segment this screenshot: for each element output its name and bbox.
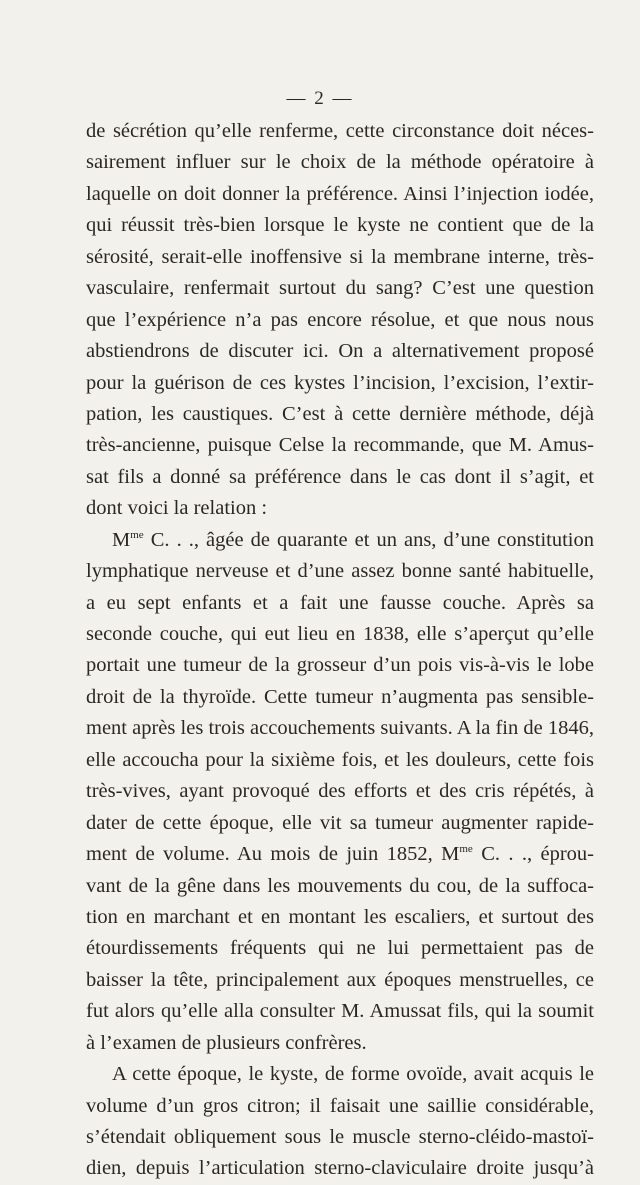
text-line: A cette époque, le kyste, de forme ovoïde, avait acquis le xyxy=(112,1063,594,1086)
text-segment: ment de volume. Au mois de juin 1852, M xyxy=(86,843,460,866)
text-line: que l’expérience n’a pas encore résolue, et que nous nous xyxy=(86,308,594,331)
text-line: seconde couche, qui eut lieu en 1838, elle s’aperçut qu’elle xyxy=(86,623,594,645)
text-line: elle accoucha pour la sixième fois, et les douleurs, cette fois xyxy=(86,748,594,771)
text-line: droit de la thyroïde. Cette tumeur n’augmenta pas sensible- xyxy=(86,685,594,708)
text-line: lymphatique nerveuse et d’une assez bonne santé habituelle, xyxy=(86,560,594,583)
body-text xyxy=(86,116,594,1185)
text-line: dien, depuis l’articulation sterno-claviculaire droite jusqu’à xyxy=(86,1157,594,1180)
text-line xyxy=(86,525,594,556)
text-line: sérosité, serait-elle inoffensive si la membrane interne, très- xyxy=(86,245,594,268)
text-line: pour la guérison de ces kystes l’incision, l’excision, l’extir- xyxy=(86,371,594,394)
text-line: vasculaire, renfermait surtout du sang? C’est une question xyxy=(86,277,594,300)
text-line: abstiendrons de discuter ici. On a alternativement proposé xyxy=(86,340,594,363)
text-line: sairement influer sur le choix de la méthode opératoire à xyxy=(86,151,594,174)
text-line: dater de cette époque, elle vit sa tumeur augmenter rapide- xyxy=(86,811,594,834)
text-line: fut alors qu’elle alla consulter M. Amussat fils, qui la soumit xyxy=(86,1000,594,1023)
text-line: a eu sept enfants et a fait une fausse couche. Après sa xyxy=(86,591,594,614)
text-line: qui réussit très-bien lorsque le kyste ne contient que de la xyxy=(86,214,594,237)
text-line: pation, les caustiques. C’est à cette dernière méthode, déjà xyxy=(86,402,594,425)
text-line: dont voici la relation : xyxy=(86,497,268,520)
text-line: à l’examen de plusieurs confrères. xyxy=(86,1031,367,1054)
superscript: me xyxy=(130,528,144,541)
text-line: très-ancienne, puisque Celse la recommande, que M. Amus- xyxy=(86,434,594,457)
text-line: de sécrétion qu’elle renferme, cette circonstance doit néces- xyxy=(86,120,594,142)
text-line: volume d’un gros citron; il faisait une saillie considérable, xyxy=(86,1094,594,1117)
text-line: très-vives, ayant provoqué des efforts et des cris répétés, à xyxy=(86,780,594,803)
text-line: baisser la tête, principalement aux époques menstruelles, ce xyxy=(86,968,594,991)
text-line: portait une tumeur de la grosseur d’un pois vis-à-vis le lobe xyxy=(86,654,594,677)
text-line: ment après les trois accouchements suivants. A la fin de 1846, xyxy=(86,717,594,740)
text-line: tion en marchant et en montant les escaliers, et surtout des xyxy=(86,905,594,928)
text-segment: C. . ., éprou- xyxy=(472,843,594,866)
page-number: — 2 — xyxy=(286,88,354,109)
superscript: me xyxy=(459,843,473,856)
text-line: laquelle on doit donner la préférence. Ainsi l’injection iodée, xyxy=(86,182,594,205)
text-line xyxy=(86,839,594,870)
text-line: s’étendait obliquement sous le muscle sterno-cléido-mastoï- xyxy=(86,1126,594,1148)
text-segment: M xyxy=(112,528,131,551)
text-line: sat fils a donné sa préférence dans le cas dont il s’agit, et xyxy=(86,465,594,488)
text-segment: C. . ., âgée de quarante et un ans, d’une constitution xyxy=(143,528,594,551)
text-line: étourdissements fréquents qui ne lui permettaient pas de xyxy=(86,937,594,960)
text-line: vant de la gêne dans les mouvements du cou, de la suffoca- xyxy=(86,874,594,897)
